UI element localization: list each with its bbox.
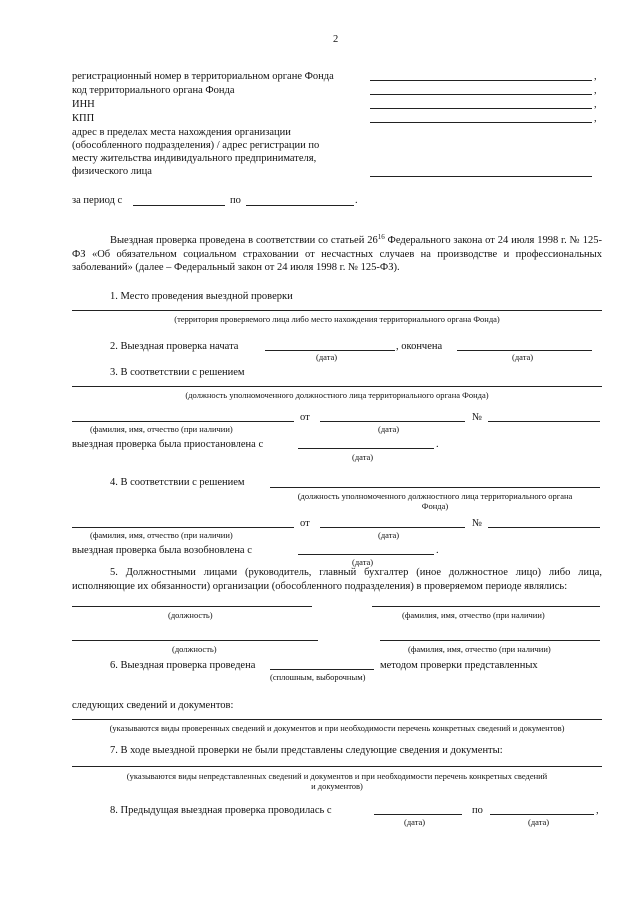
s8-to-date-caption: (дата) — [528, 817, 550, 827]
s6-kind-caption: (сплошным, выборочным) — [270, 672, 366, 682]
kpp-label: КПП — [72, 113, 95, 124]
s5-position-field-1[interactable] — [72, 606, 312, 607]
s8-from-field[interactable] — [374, 814, 462, 815]
comma: , — [594, 71, 597, 82]
s3-suspended-date-caption: (дата) — [352, 452, 374, 462]
s7-caption-2: и документов) — [311, 781, 363, 791]
s5-paragraph: 5. Должностными лицами (руководитель, главный бухгалтер (иное должностное лицо) либо лица, исполняющие их обязанности) организации (обособленного подразделения) в проверяемом периоде являлись: — [72, 567, 602, 592]
address-label-line-2: (обособленного подразделения) / адрес регистрации по — [72, 140, 320, 151]
s3-date-caption: (дата) — [378, 424, 400, 434]
s4-from-label: от — [300, 518, 310, 529]
inn-field[interactable] — [370, 108, 592, 109]
period-from-label: за период с — [72, 195, 123, 206]
s3-suspended-label: выездная проверка была приостановлена с — [72, 439, 264, 450]
s6-caption: (указываются виды проверенных сведений и документов и при необходимости перечень конкретных сведений и документов) — [109, 723, 565, 733]
s4-label: 4. В соответствии с решением — [110, 477, 245, 488]
s3-end: . — [436, 439, 439, 450]
s4-end: . — [436, 545, 439, 556]
s2-date-caption: (дата) — [316, 352, 338, 362]
s3-suspended-field[interactable] — [298, 448, 434, 449]
s8-to-field[interactable] — [490, 814, 594, 815]
comma: , — [594, 113, 597, 124]
s5-fio-caption: (фамилия, имя, отчество (при наличии) — [408, 644, 551, 654]
address-label-line-3: месту жительства индивидуального предпринимателя, — [72, 153, 317, 164]
comma: , — [594, 99, 597, 110]
s1-label: 1. Место проведения выездной проверки — [110, 291, 293, 302]
s8-end: , — [596, 805, 599, 816]
fund-code-field[interactable] — [370, 94, 592, 95]
s2-ended-label: , окончена — [396, 341, 443, 352]
intro-text-2: Федерального закона от 24 июля 1998 г. № 125-ФЗ «Об обязательном социальном страховании от несчастных случаев на производстве и профессиональных заболеваний» (далее – Федеральный закон от 24 июля 1998 г. № 125-ФЗ). — [72, 235, 603, 273]
s4-number-field[interactable] — [488, 527, 600, 528]
s4-resumed-field[interactable] — [298, 554, 434, 555]
s6-method-label: методом проверки представленных — [380, 660, 538, 671]
s2-end-field[interactable] — [457, 350, 592, 351]
s5-fio-field-2[interactable] — [380, 640, 600, 641]
s3-from-label: от — [300, 412, 310, 423]
s3-number-field[interactable] — [488, 421, 600, 422]
s3-fio-caption: (фамилия, имя, отчество (при наличии) — [90, 424, 233, 434]
s4-resumed-date-caption: (дата) — [352, 557, 374, 567]
s4-official-caption-2: Фонда) — [421, 501, 449, 511]
s4-fio-caption: (фамилия, имя, отчество (при наличии) — [90, 530, 233, 540]
s5-position-caption: (должность) — [172, 644, 217, 654]
s7-label: 7. В ходе выездной проверки не были представлены следующие сведения и документы: — [110, 745, 503, 756]
address-label-line-4: физического лица — [72, 166, 152, 177]
s4-date-caption: (дата) — [378, 530, 400, 540]
s3-official-caption: (должность уполномоченного должностного лица территориального органа Фонда) — [185, 390, 489, 400]
s2-date-caption: (дата) — [512, 352, 534, 362]
s3-fio-field[interactable] — [72, 421, 294, 422]
intro-superscript: 16 — [377, 233, 385, 241]
s4-official-caption: (должность уполномоченного должностного лица территориального органа — [297, 491, 573, 501]
s3-label: 3. В соответствии с решением — [110, 367, 245, 378]
s5-position-field-2[interactable] — [72, 640, 318, 641]
s3-date-field[interactable] — [320, 421, 465, 422]
s4-number-label: № — [472, 518, 483, 529]
kpp-field[interactable] — [370, 122, 592, 123]
intro-paragraph — [72, 234, 602, 275]
page-number: 2 — [333, 34, 339, 45]
reg-number-field[interactable] — [370, 80, 592, 81]
period-to-label: по — [230, 195, 241, 206]
s8-from-date-caption: (дата) — [404, 817, 426, 827]
address-field[interactable] — [370, 176, 592, 177]
s1-caption: (территория проверяемого лица либо место нахождения территориального органа Фонда) — [174, 314, 500, 324]
s4-official-field[interactable] — [270, 487, 600, 488]
reg-number-label: регистрационный номер в территориальном органе Фонда — [72, 71, 334, 82]
period-end: . — [355, 195, 358, 206]
s8-to-label: по — [472, 805, 483, 816]
s7-field[interactable] — [72, 766, 602, 767]
s6-documents-field[interactable] — [72, 719, 602, 720]
s4-date-field[interactable] — [320, 527, 465, 528]
s6-label: 6. Выездная проверка проведена — [110, 660, 256, 671]
s6-method-field[interactable] — [270, 669, 374, 670]
s4-resumed-label: выездная проверка была возобновлена с — [72, 545, 252, 556]
s3-official-field[interactable] — [72, 386, 602, 387]
s3-number-label: № — [472, 412, 483, 423]
period-from-field[interactable] — [133, 205, 225, 206]
s8-label: 8. Предыдущая выездная проверка проводилась с — [110, 805, 332, 816]
s2-label: 2. Выездная проверка начата — [110, 341, 239, 352]
inn-label: ИНН — [72, 99, 95, 110]
s6-cont-label: следующих сведений и документов: — [72, 700, 234, 711]
address-label-line-1: адрес в пределах места нахождения организации — [72, 127, 291, 138]
period-to-field[interactable] — [246, 205, 354, 206]
s5-fio-caption: (фамилия, имя, отчество (при наличии) — [402, 610, 545, 620]
s4-fio-field[interactable] — [72, 527, 294, 528]
s5-fio-field-1[interactable] — [372, 606, 600, 607]
intro-text-1: Выездная проверка проведена в соответствии со статьей 26 — [110, 235, 378, 246]
s2-start-field[interactable] — [265, 350, 395, 351]
comma: , — [594, 85, 597, 96]
s5-position-caption: (должность) — [168, 610, 213, 620]
s1-field[interactable] — [72, 310, 602, 311]
s7-caption: (указываются виды непредставленных сведений и документов и при необходимости перечень конкретных сведений — [126, 771, 548, 781]
fund-code-label: код территориального органа Фонда — [72, 85, 235, 96]
